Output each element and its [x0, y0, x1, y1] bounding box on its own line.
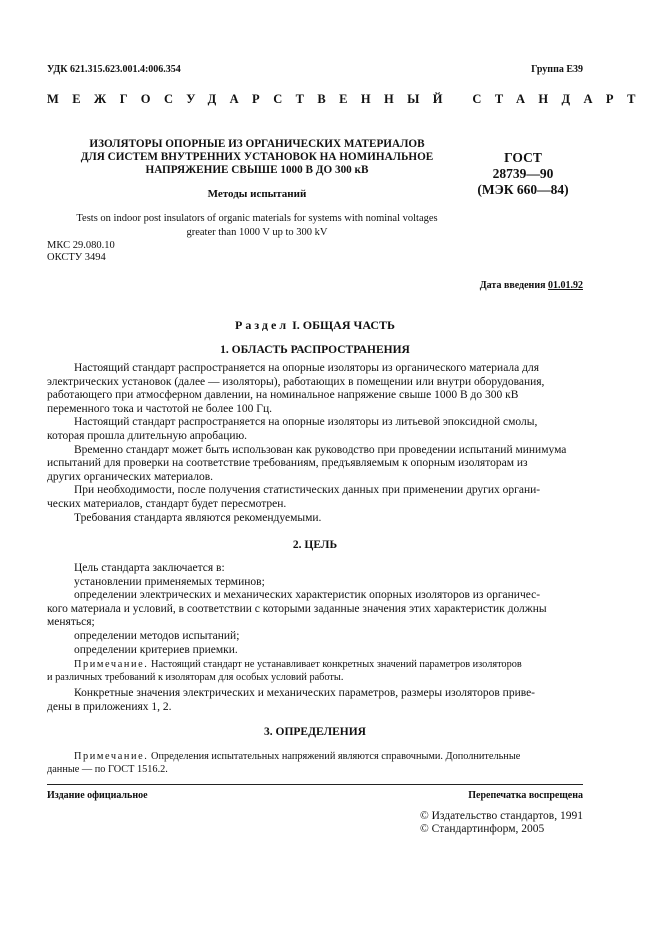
english-title [47, 212, 467, 240]
okstu-code: ОКСТУ 3494 [47, 252, 106, 263]
text-line: Временно стандарт может быть использован как руководство при проведении испытаний минимума [74, 443, 567, 456]
udk-code: УДК 621.315.623.001.4:006.354 [47, 64, 181, 75]
copyright-line: © Стандартинформ, 2005 [419, 823, 545, 835]
text-line: работающего при атмосферном давлении, на номинальное напряжение свыше 1000 В до 300 кВ [47, 389, 519, 402]
text-line: Требования стандарта являются рекомендуемыми. [74, 511, 322, 524]
text-line: меняться; [47, 616, 95, 629]
chapter-3-note [47, 750, 583, 776]
text-line: При необходимости, после получения статистических данных при применении других органи- [74, 484, 541, 497]
text-line: Настоящий стандарт распространяется на опорные изоляторы из органического материала для [74, 362, 539, 374]
reprint-notice: Перепечатка воспрещена [468, 790, 583, 801]
text-line: испытаний для проверки на соответствие требованиям, предъявляемым к опорным изоляторам из [47, 457, 528, 470]
note-line: данные — по ГОСТ 1516.2. [47, 764, 168, 776]
text-line: которая прошла длительную апробацию. [47, 429, 248, 442]
text-line: дены в приложениях 1, 2. [47, 700, 172, 713]
text-line: электрических установок (далее — изоляторы), работающих в помещении или внутри оборудования, [47, 375, 545, 388]
section-heading [47, 318, 583, 333]
text-line: определении методов испытаний; [74, 629, 240, 642]
chapter-2-heading: 2. ЦЕЛЬ [292, 539, 338, 551]
text-line: Цель стандарта заключается в: [74, 562, 225, 574]
document-title [47, 138, 467, 177]
title-line: ИЗОЛЯТОРЫ ОПОРНЫЕ ИЗ ОРГАНИЧЕСКИХ МАТЕРИАЛОВ [89, 138, 425, 150]
note-label: Примечание. [74, 751, 149, 762]
group-code: Группа Е39 [531, 64, 583, 75]
note-text: Настоящий стандарт не устанавливает конкретных значений параметров изоляторов [151, 659, 522, 670]
introduction-date [480, 280, 583, 291]
mks-code: МКС 29.080.10 [47, 240, 115, 251]
chapter-1-text [47, 362, 583, 525]
chapter-2-text-cont [47, 687, 583, 714]
classification-codes [47, 240, 115, 264]
note-line: и различных требований к изоляторам для особых условий работы. [47, 672, 344, 684]
text-line: переменного тока и частотой не более 100 Гц. [47, 402, 272, 415]
copyright-block [420, 810, 583, 836]
iec-number: (МЭК 660—84) [477, 182, 569, 197]
text-line: определении электрических и механических характеристик опорных изоляторов из органичес- [74, 589, 541, 602]
chapter-2-text [47, 562, 583, 657]
chapter-2-note [47, 658, 583, 684]
methods-subtitle: Методы испытаний [207, 188, 307, 200]
copyright-line: © Издательство стандартов, 1991 [419, 810, 583, 822]
section-title: I. ОБЩАЯ ЧАСТЬ [292, 318, 395, 332]
section-word: Раздел [234, 318, 290, 332]
note-text: Определения испытательных напряжений являются справочными. Дополнительные [151, 751, 521, 762]
note-label: Примечание. [74, 659, 149, 670]
gost-label: ГОСТ [504, 150, 542, 165]
footer-divider [47, 784, 583, 785]
text-line: определении критериев приемки. [74, 643, 238, 656]
text-line: других органических материалов. [47, 470, 214, 483]
date-value: 01.01.92 [548, 280, 583, 291]
english-title-line: Tests on indoor post insulators of organic materials for systems with nominal voltages [76, 213, 438, 224]
chapter-1-heading: 1. ОБЛАСТЬ РАСПРОСТРАНЕНИЯ [220, 344, 410, 356]
english-title-line: greater than 1000 V up to 300 kV [186, 227, 328, 238]
text-line: Конкретные значения электрических и механических параметров, размеры изоляторов приве- [74, 687, 536, 699]
note-line [47, 658, 583, 671]
text-line: Настоящий стандарт распространяется на опорные изоляторы из литьевой эпоксидной смолы, [74, 416, 538, 429]
text-line: кого материала и условий, в соответствии с которыми заданные значения этих характеристик должны [47, 602, 547, 615]
standard-kind: МЕЖГОСУДАРСТВЕННЫЙ СТАНДАРТ [47, 92, 649, 106]
gost-number: 28739—90 [492, 166, 554, 181]
chapter-3-heading: 3. ОПРЕДЕЛЕНИЯ [264, 726, 366, 738]
date-label: Дата введения [479, 280, 546, 291]
title-line: НАПРЯЖЕНИЕ СВЫШЕ 1000 В ДО 300 кВ [145, 164, 369, 176]
text-line: установлении применяемых терминов; [74, 575, 265, 588]
text-line: ческих материалов, стандарт будет пересмотрен. [47, 497, 287, 510]
official-edition: Издание официальное [47, 790, 148, 801]
gost-designation [453, 150, 593, 198]
title-line: ДЛЯ СИСТЕМ ВНУТРЕННИХ УСТАНОВОК НА НОМИНАЛЬНОЕ [80, 151, 434, 163]
note-line [47, 750, 583, 763]
